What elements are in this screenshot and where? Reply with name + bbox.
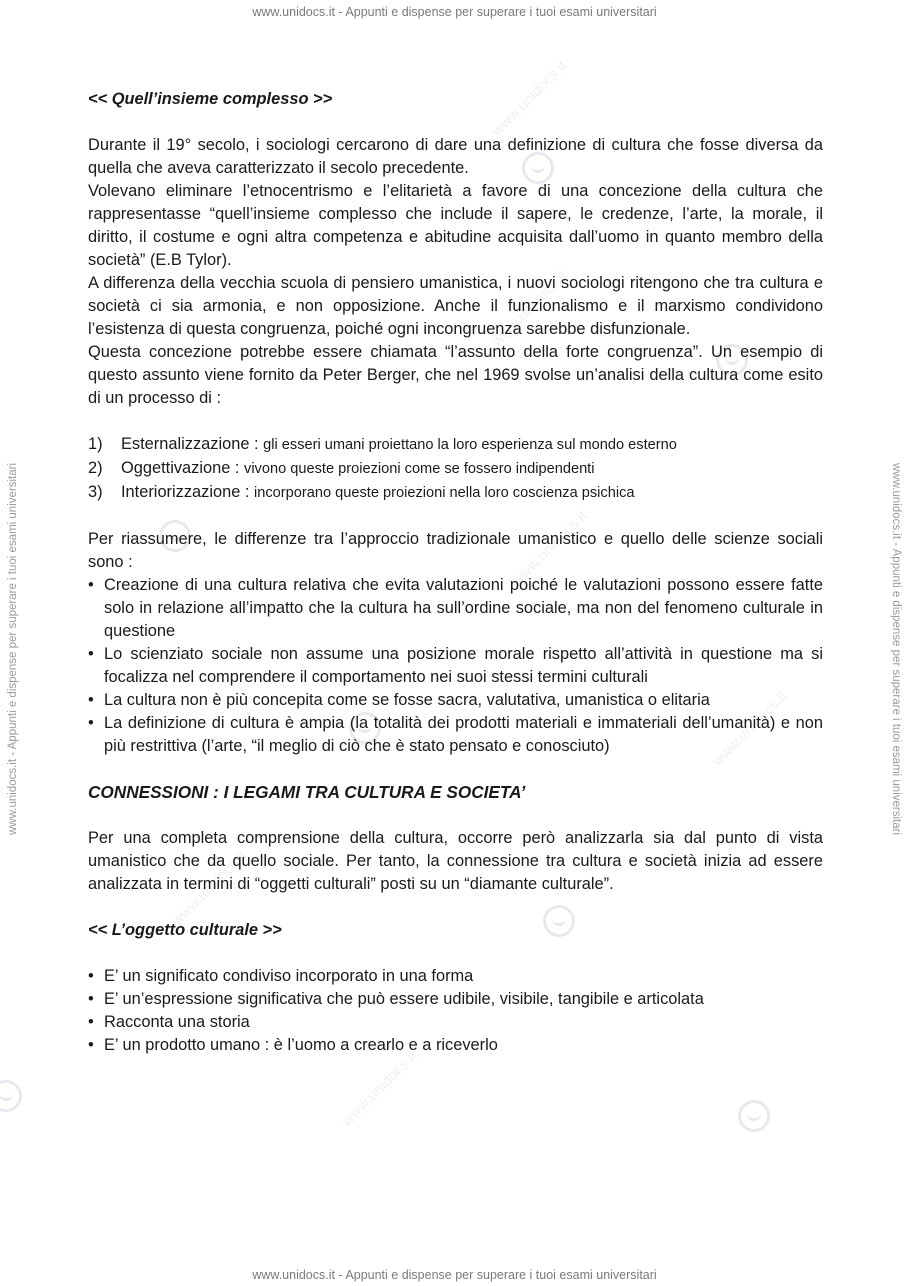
ghost-watermark: www.unidocs.it bbox=[508, 507, 591, 590]
process-step bbox=[88, 433, 823, 457]
step-number: 3) bbox=[88, 483, 103, 501]
list-item: • E’ un prodotto umano : è l’uomo a crearlo e a riceverlo bbox=[88, 1034, 823, 1057]
differences-list bbox=[88, 574, 823, 758]
section-heading: << Quell’insieme complesso >> bbox=[88, 90, 333, 108]
list-item: • Creazione di una cultura relativa che evita valutazioni poiché le valutazioni possono essere fatte solo in relazione all’impatto che la cultura ha sull’ordine sociale, ma non del fenomeno culturale in questione bbox=[88, 574, 823, 643]
paragraph: Questa concezione potrebbe essere chiamata “l’assunto della forte congruenza”. Un esempio di questo assunto viene fornito da Peter Berger, che nel 1969 svolse un’analisi della cultura come esito di un processo di : bbox=[88, 343, 823, 407]
paragraph: A differenza della vecchia scuola di pensiero umanistica, i nuovi sociologi ritengono che tra cultura e società ci sia armonia, e non opposizione. Anche il funzionalismo e il marxismo condividono l’esistenza di questa congruenza, poiché ogni incongruenza sarebbe disfunzionale. bbox=[88, 274, 823, 338]
step-term: Esternalizzazione : bbox=[121, 435, 259, 453]
step-number: 1) bbox=[88, 435, 103, 453]
watermark-right: www.unidocs.it - Appunti e dispense per superare i tuoi esami universitari bbox=[890, 462, 902, 836]
ghost-watermark: www.unidocs.it bbox=[488, 57, 571, 140]
section-title: CONNESSIONI : I LEGAMI TRA CULTURA E SOCIETA’ bbox=[88, 782, 526, 802]
process-step bbox=[88, 457, 823, 481]
step-description: vivono queste proiezioni come se fossero indipendenti bbox=[244, 461, 595, 477]
step-description: gli esseri umani proiettano la loro esperienza sul mondo esterno bbox=[263, 437, 677, 453]
watermark-left: www.unidocs.it - Appunti e dispense per superare i tuoi esami universitari bbox=[7, 462, 19, 836]
process-steps-list bbox=[88, 433, 823, 505]
ghost-watermark: www.unidocs.it bbox=[338, 1047, 421, 1130]
ghost-watermark: www.unidocs.it bbox=[488, 267, 571, 350]
list-item: • La definizione di cultura è ampia (la totalità dei prodotti materiali e immateriali dell’umanità) e non più restrittiva (l’arte, “il meglio di ciò che è stato pensato e conosciuto) bbox=[88, 712, 823, 758]
ghost-watermark: www.unidocs.it bbox=[708, 687, 791, 770]
ghost-watermark: www.unidocs.it bbox=[168, 847, 251, 930]
list-item: • Lo scienziato sociale non assume una posizione morale rispetto all’attività in questione ma si focalizza nel comprendere il comportamento nei suoi stessi termini culturali bbox=[88, 643, 823, 689]
list-item: • E’ un’espressione significativa che può essere udibile, visibile, tangibile e articolata bbox=[88, 988, 823, 1011]
step-number: 2) bbox=[88, 459, 103, 477]
step-term: Interiorizzazione : bbox=[121, 483, 250, 501]
cultural-object-list bbox=[88, 965, 823, 1057]
watermark-top: www.unidocs.it - Appunti e dispense per superare i tuoi esami universitari bbox=[252, 5, 657, 19]
paragraph: Volevano eliminare l’etnocentrismo e l’elitarietà a favore di una concezione della cultura che rappresentasse “quell’insieme complesso che include il sapere, le credenze, l’arte, la morale, il diritto, il costume e ogni altra competenza e abitudine acquisita dall’uomo in quanto membro della società” (E.B Tylor). bbox=[88, 182, 823, 269]
paragraph: Per riassumere, le differenze tra l’approccio tradizionale umanistico e quello delle scienze sociali sono : bbox=[88, 530, 823, 571]
process-step bbox=[88, 481, 823, 505]
unidocs-logo-icon bbox=[738, 1100, 770, 1132]
section-heading: << L’oggetto culturale >> bbox=[88, 921, 282, 939]
list-item: • Racconta una storia bbox=[88, 1011, 823, 1034]
step-term: Oggettivazione : bbox=[121, 459, 240, 477]
document-body bbox=[88, 88, 823, 1057]
list-item: • E’ un significato condiviso incorporato in una forma bbox=[88, 965, 823, 988]
watermark-bottom: www.unidocs.it - Appunti e dispense per superare i tuoi esami universitari bbox=[252, 1268, 657, 1282]
paragraph: Per una completa comprensione della cultura, occorre però analizzarla sia dal punto di vista umanistico che da quello sociale. Per tanto, la connessione tra cultura e società inizia ad essere analizzata in termini di “oggetti culturali” posti su un “diamante culturale”. bbox=[88, 829, 823, 893]
list-item: • La cultura non è più concepita come se fosse sacra, valutativa, umanistica o elitaria bbox=[88, 689, 823, 712]
step-description: incorporano queste proiezioni nella loro coscienza psichica bbox=[254, 485, 635, 501]
paragraph: Durante il 19° secolo, i sociologi cercarono di dare una definizione di cultura che fosse diversa da quella che aveva caratterizzato il secolo precedente. bbox=[88, 136, 823, 177]
